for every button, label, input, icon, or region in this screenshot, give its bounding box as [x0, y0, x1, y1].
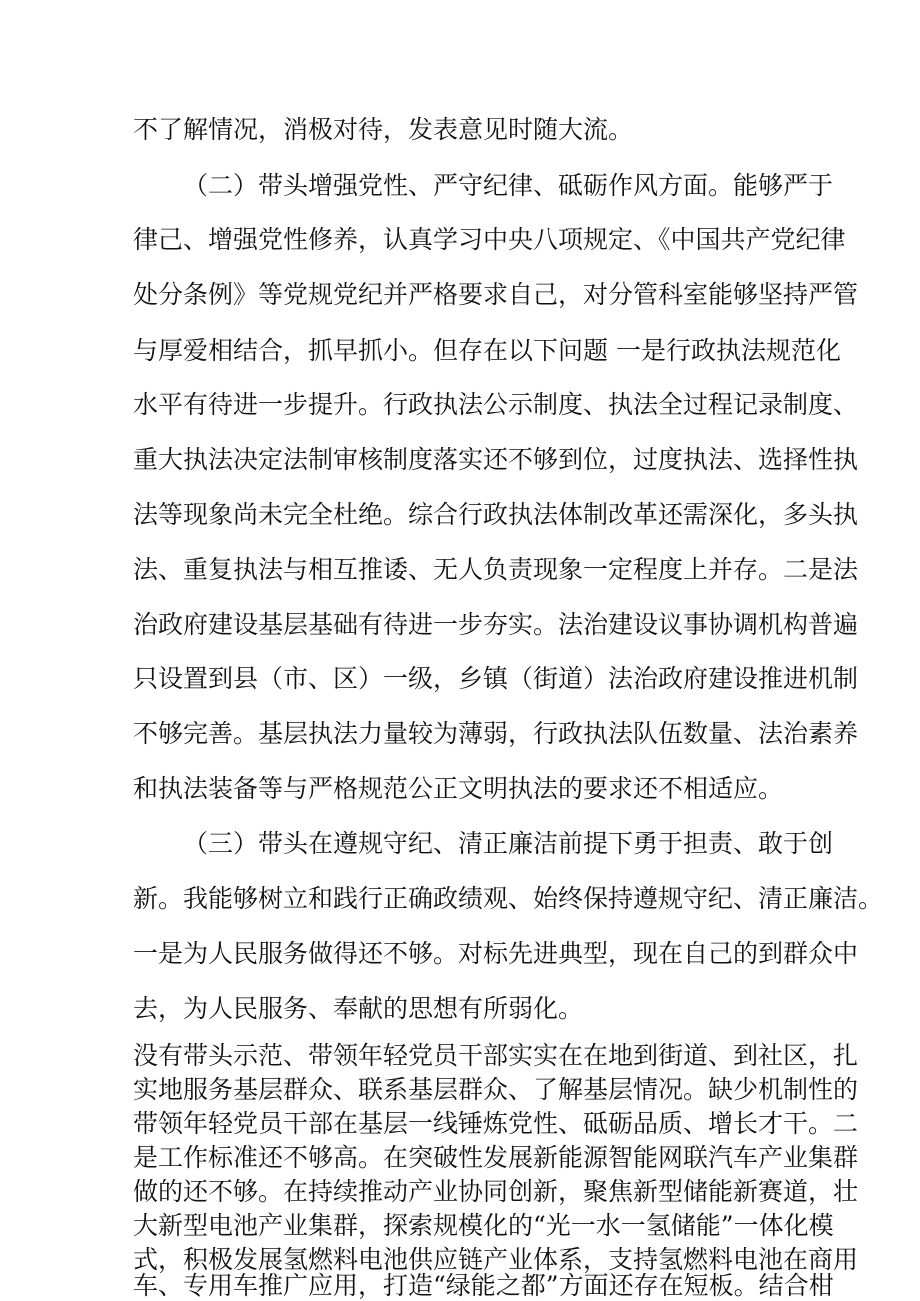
text-line-11: 只设置到县（市、区）一级，乡镇（街道）法治政府建设推进机制	[133, 664, 859, 693]
text-line-12: 不够完善。基层执法力量较为薄弱，行政执法队伍数量、法治素养	[133, 719, 859, 748]
text-line-16: 一是为人民服务做得还不够。对标先进典型，现在自己的到群众中	[133, 939, 859, 968]
text-line-19: 实地服务基层群众、联系基层群众、了解基层情况。缺少机制性的	[133, 1075, 859, 1104]
text-line-4: 处分条例》等党规党纪并严格要求自己，对分管科室能够坚持严管	[133, 280, 859, 309]
text-line-20: 带领年轻党员干部在基层一线锤炼党性、砥砺品质、增长才干。二	[133, 1109, 859, 1138]
text-line-1: 不了解情况，消极对待，发表意见时随大流。	[133, 115, 634, 144]
text-line-10: 治政府建设基层基础有待进一步夯实。法治建设议事协调机构普遍	[133, 610, 859, 639]
text-line-8: 法等现象尚未完全杜绝。综合行政执法体制改革还需深化，多头执	[133, 500, 859, 529]
text-line-21: 是工作标准还不够高。在突破性发展新能源智能网联汽车产业集群	[133, 1143, 859, 1172]
text-line-17: 去，为人民服务、奉献的思想有所弱化。	[133, 994, 584, 1023]
text-line-9: 法、重复执法与相互推诿、无人负责现象一定程度上并存。二是法	[133, 555, 859, 584]
text-line-6: 水平有待进一步提升。行政执法公示制度、执法全过程记录制度、	[133, 390, 859, 419]
text-line-7: 重大执法决定法制审核制度落实还不够到位，过度执法、选择性执	[133, 445, 859, 474]
text-line-22: 做的还不够。在持续推动产业协同创新，聚焦新型储能新赛道，壮	[133, 1177, 859, 1206]
text-line-3: 律己、增强党性修养，认真学习中央八项规定、《中国共产党纪律	[133, 225, 846, 254]
text-line-18: 没有带头示范、带领年轻党员干部实实在在地到街道、到社区，扎	[133, 1041, 859, 1070]
text-line-13: 和执法装备等与严格规范公正文明执法的要求还不相适应。	[133, 774, 784, 803]
text-line-2: （二）带头增强党性、严守纪律、砥砺作风方面。能够严于	[183, 171, 834, 200]
text-line-24: 式，积极发展氢燃料电池供应链产业体系，支持氢燃料电池在商用	[133, 1245, 859, 1274]
text-line-14: （三）带头在遵规守纪、清正廉洁前提下勇于担责、敢于创	[183, 829, 834, 858]
text-line-25: 车、专用车推广应用，打造“绿能之都”方面还存在短板。结合柑	[133, 1271, 834, 1300]
text-line-23: 大新型电池产业集群，探索规模化的“光一水一氢储能”一体化模	[133, 1211, 834, 1240]
text-line-5: 与厚爱相结合，抓早抓小。但存在以下问题 一是行政执法规范化	[133, 336, 841, 365]
text-line-15: 新。我能够树立和践行正确政绩观、始终保持遵规守纪、清正廉洁。	[133, 884, 884, 913]
